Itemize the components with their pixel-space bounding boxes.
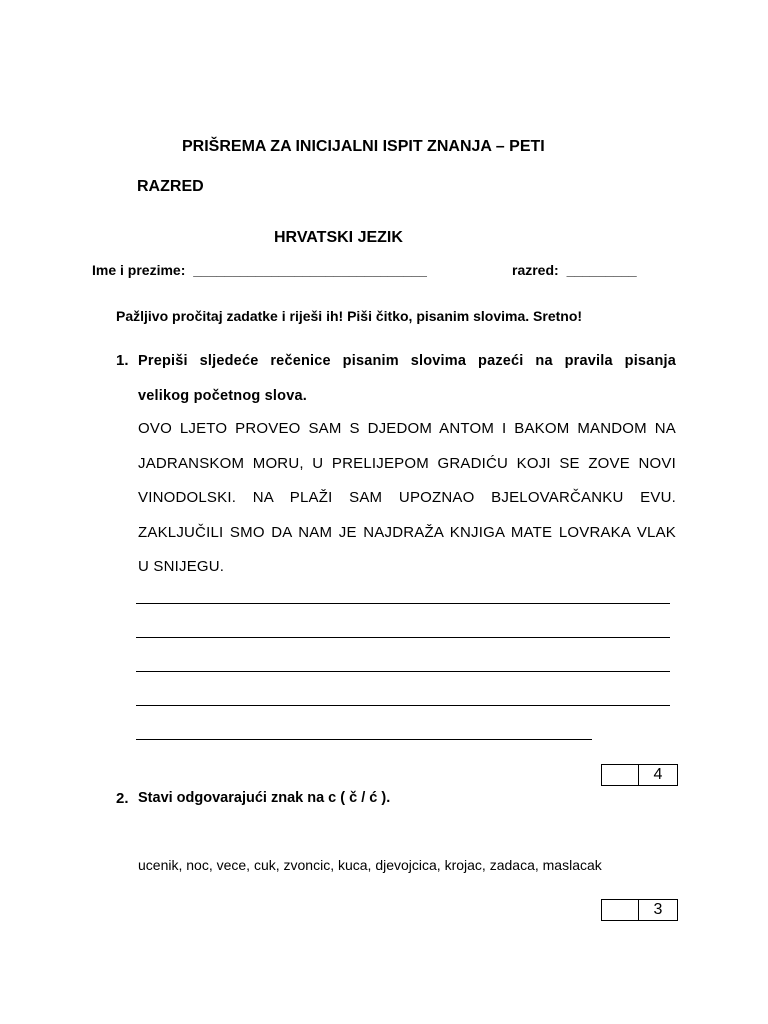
answer-line[interactable] bbox=[136, 603, 670, 604]
task1-text bbox=[138, 412, 676, 585]
class-blank[interactable]: _________ bbox=[566, 262, 637, 278]
answer-line[interactable] bbox=[136, 637, 670, 638]
page-title-line1: PRIŠREMA ZA INICIJALNI ISPIT ZNANJA – PETI bbox=[182, 138, 545, 155]
task1-prompt bbox=[138, 344, 676, 413]
score-points: 3 bbox=[653, 901, 663, 918]
score-blank-cell[interactable] bbox=[602, 900, 639, 920]
score-blank-cell[interactable] bbox=[602, 765, 639, 785]
task2-prompt: Stavi odgovarajući znak na c ( č / ć ). bbox=[138, 790, 391, 806]
task1-prompt-line1: Prepiši sljedeće rečenice pisanim slovima pazeći na pravila pisanja bbox=[138, 353, 676, 369]
task2-score-box bbox=[601, 899, 678, 921]
student-name-row bbox=[92, 262, 427, 278]
task1-text-line: VINODOLSKI. NA PLAŽI SAM UPOZNAO BJELOVARČANKU EVU. bbox=[138, 489, 676, 506]
student-class-row bbox=[512, 262, 637, 278]
name-label: Ime i prezime: bbox=[92, 262, 186, 278]
task1-number: 1. bbox=[116, 352, 129, 369]
task1-text-line: JADRANSKOM MORU, U PRELIJEPOM GRADIĆU KOJI SE ZOVE NOVI bbox=[138, 454, 676, 472]
task1-text-line: U SNIJEGU. bbox=[138, 558, 225, 575]
subject-heading: HRVATSKI JEZIK bbox=[274, 229, 403, 246]
task1-prompt-line2: velikog početnog slova. bbox=[138, 387, 307, 404]
score-points: 4 bbox=[653, 766, 663, 783]
answer-line[interactable] bbox=[136, 671, 670, 672]
task2-number: 2. bbox=[116, 790, 129, 807]
class-label: razred: bbox=[512, 262, 559, 278]
answer-line[interactable] bbox=[136, 739, 592, 740]
page-title-line2: RAZRED bbox=[137, 178, 204, 195]
task2-words: ucenik, noc, vece, cuk, zvoncic, kuca, djevojcica, krojac, zadaca, maslacak bbox=[138, 857, 602, 873]
task1-score-box bbox=[601, 764, 678, 786]
answer-line[interactable] bbox=[136, 705, 670, 706]
instructions: Pažljivo pročitaj zadatke i riješi ih! Piši čitko, pisanim slovima. Sretno! bbox=[116, 308, 583, 324]
task1-text-line: OVO LJETO PROVEO SAM S DJEDOM ANTOM I BAKOM MANDOM NA bbox=[138, 420, 676, 437]
name-blank[interactable]: ______________________________ bbox=[193, 262, 427, 278]
task1-text-line: ZAKLJUČILI SMO DA NAM JE NAJDRAŽA KNJIGA MATE LOVRAKA VLAK bbox=[138, 523, 676, 541]
